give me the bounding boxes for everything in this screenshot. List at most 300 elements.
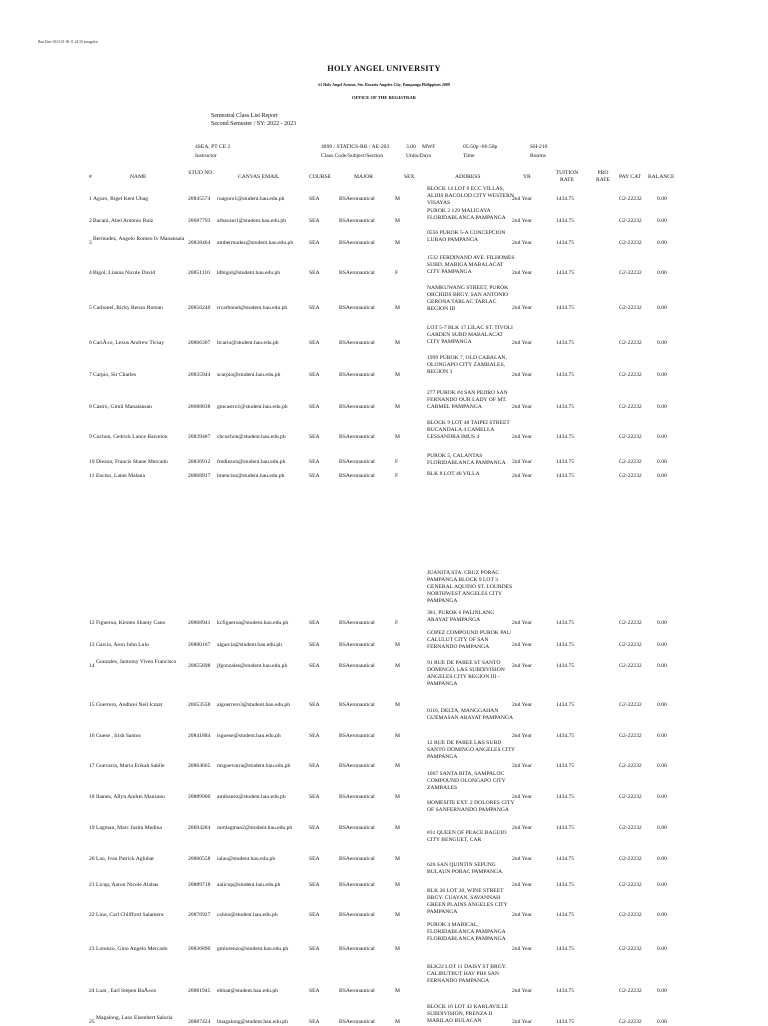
cell-course: SEA <box>309 372 320 378</box>
cell-course: SEA <box>309 825 320 831</box>
cell-name: Garcia, Aron John Lulu <box>96 642 149 648</box>
cell-course: SEA <box>309 856 320 862</box>
cell-course: SEA <box>309 882 320 888</box>
cell-tuition: 1434.75 <box>556 794 575 800</box>
header-email: CANVAS EMAIL <box>238 174 280 180</box>
cell-yr: 2nd Year <box>512 856 532 862</box>
cell-balance: 0.00 <box>657 946 667 952</box>
header-paycat: PAY CAT <box>619 174 641 180</box>
cell-balance: 0.00 <box>657 240 667 246</box>
cell-email: cslino@student.hau.edu.ph <box>217 912 278 918</box>
cell-email: ambermudez@student.hau.edu.ph <box>217 240 294 246</box>
cell-num: 17 <box>89 763 95 769</box>
cell-stud-no: 20845574 <box>188 196 211 202</box>
cell-course: SEA <box>309 763 320 769</box>
cell-address: JUANITA STA. CRUZ PORAC PAMPANGA BLOCK 9 LOT 3 GENERAL AQUINO ST. LOURDES NORTHWEST ANGELES CITY PAMPANGA <box>427 570 513 604</box>
cell-yr: 2nd Year <box>512 988 532 994</box>
cell-email: scarpio@student.hau.edu.ph <box>217 372 281 378</box>
header-pro: PRO RATE <box>596 170 610 183</box>
cell-balance: 0.00 <box>657 196 667 202</box>
cell-balance: 0.00 <box>657 620 667 626</box>
header-address: ADDRESS <box>455 174 481 180</box>
cell-yr: 2nd Year <box>512 733 532 739</box>
cell-sex: M <box>395 825 400 831</box>
cell-major: BSAeronautical <box>339 882 375 888</box>
cell-email: arbacani1@student.hau.edu.ph <box>217 218 286 224</box>
cell-sex: M <box>395 763 400 769</box>
cell-course: SEA <box>309 663 320 669</box>
cell-balance: 0.00 <box>657 702 667 708</box>
cell-address: 626 SAN QUINTIN SEPUNG BULAUN PORAC PAMPANGA <box>427 862 503 875</box>
cell-course: SEA <box>309 946 320 952</box>
cell-stud-no: 20880167 <box>188 642 211 648</box>
cell-name: Lorenzo, Gino Angelo Mercado <box>96 946 168 952</box>
cell-major: BSAeronautical <box>339 620 375 626</box>
cell-name: Figueroa, Kirsten Shanty Cano <box>96 620 166 626</box>
cell-num: 8 <box>89 404 92 410</box>
cell-sex: M <box>395 794 400 800</box>
cell-email: algarcia@student.hau.edu.ph <box>217 642 282 648</box>
cell-major: BSAeronautical <box>339 912 375 918</box>
cell-stud-no: 20653558 <box>188 702 211 708</box>
cell-name: Aguro, Rigel Kent Ubag <box>93 196 148 202</box>
cell-stud-no: 20866307 <box>188 340 211 346</box>
cell-balance: 0.00 <box>657 663 667 669</box>
cell-tuition: 1434.75 <box>556 196 575 202</box>
cell-yr: 2nd Year <box>512 1019 532 1025</box>
cell-yr: 2nd Year <box>512 459 532 465</box>
cell-tuition: 1434.75 <box>556 988 575 994</box>
cell-address: 1067 SANTA RITA, SAMPALOC COMPOUND OLONGAPO CITY ZAMBALES <box>427 771 506 791</box>
cell-balance: 0.00 <box>657 733 667 739</box>
cell-stud-no: 20838464 <box>188 240 211 246</box>
cell-yr: 2nd Year <box>512 305 532 311</box>
header-major: MAJOR <box>354 174 373 180</box>
cell-course: SEA <box>309 620 320 626</box>
cell-email: lmenciso@student.hau.edu.ph <box>217 473 285 479</box>
header-course: COURSE <box>309 174 332 180</box>
cell-course: SEA <box>309 459 320 465</box>
cell-num: 4 <box>89 270 92 276</box>
cell-name: Carpio, Sir Charles <box>93 372 137 378</box>
cell-yr: 2nd Year <box>512 196 532 202</box>
cell-num: 19 <box>89 825 95 831</box>
class-code-label: Class Code/Subject/Section <box>321 153 383 159</box>
cell-paycat: G2-22232 <box>619 1019 642 1025</box>
cell-stud-no: 20868941 <box>188 620 211 626</box>
cell-major: BSAeronautical <box>339 825 375 831</box>
class-code-value: 4899 / STATICS-RB / AE-203 <box>321 144 390 150</box>
cell-email: jfgonzales@student.hau.edu.ph <box>217 663 288 669</box>
cell-name: Magalong, Lanz Eisenbert Saluria <box>96 1015 173 1021</box>
cell-sex: M <box>395 240 400 246</box>
cell-address: 1532 FERDINAND AVE. FILHOMES SUBD. MABIGA MABALACAT CITY PAMPANGA <box>427 255 515 275</box>
cell-paycat: G2-22232 <box>619 825 642 831</box>
cell-course: SEA <box>309 404 320 410</box>
cell-num: 23 <box>89 946 95 952</box>
cell-name: Diezon, Francis Shane Mercado <box>96 459 168 465</box>
header-num: # <box>89 174 92 180</box>
cell-num: 11 <box>89 473 95 479</box>
cell-major: BSAeronautical <box>339 988 375 994</box>
cell-stud-no: 20851110 <box>188 270 210 276</box>
cell-name: Gonzales, Jantomy Viven Francisco <box>96 659 177 665</box>
cell-balance: 0.00 <box>657 1019 667 1025</box>
cell-paycat: G2-22232 <box>619 733 642 739</box>
cell-paycat: G2-22232 <box>619 882 642 888</box>
cell-tuition: 1434.75 <box>556 733 575 739</box>
cell-paycat: G2-22232 <box>619 912 642 918</box>
cell-email: aiguerrero3@student.hau.edu.ph <box>217 702 291 708</box>
cell-num: 16 <box>89 733 95 739</box>
cell-num: 15 <box>89 702 95 708</box>
header-tuition: TUITION RATE <box>555 170 579 183</box>
cell-name: Guese , Irish Santos <box>96 733 141 739</box>
cell-major: BSAeronautical <box>339 218 375 224</box>
cell-address: LOT 5-7 BLK 17,LILAC ST. TIVOLI GARDEN SUBD MABALACAT CITY PAMPANGA <box>427 325 513 345</box>
cell-yr: 2nd Year <box>512 404 532 410</box>
cell-num: 20 <box>89 856 95 862</box>
cell-address: PUROK 5, CALANTAS FLORIDABLANCA PAMPANGA <box>427 453 506 466</box>
cell-address: 381, PUROK 6 PALINLANG ARAYAT PAMPANGA <box>427 610 495 623</box>
cell-paycat: G2-22232 <box>619 642 642 648</box>
report-title: Semestral Class List Report <box>211 113 278 119</box>
cell-num: 10 <box>89 459 95 465</box>
run-date: Run Date 2023-01-06 11:24:56 aaraguilar <box>38 40 99 44</box>
cell-balance: 0.00 <box>657 305 667 311</box>
cell-name: Cuchon, Cedrick Lance Barcelon <box>93 434 168 440</box>
cell-yr: 2nd Year <box>512 702 532 708</box>
cell-name: Ibanez, Allyn Andrei Manzano <box>96 794 165 800</box>
time-value: 05:50p -06:50p <box>463 144 498 150</box>
cell-major: BSAeronautical <box>339 340 375 346</box>
cell-sex: F <box>395 270 399 276</box>
cell-name: CariÃ±o, Lexus Andrew Ticsay <box>93 340 165 346</box>
cell-tuition: 1434.75 <box>556 270 575 276</box>
cell-yr: 2nd Year <box>512 946 532 952</box>
cell-name: Castro, Gimil Manalansan <box>93 404 152 410</box>
cell-email: kcfigueroa@student.hau.edu.ph <box>217 620 289 626</box>
cell-stud-no: 20876927 <box>188 912 211 918</box>
cell-course: SEA <box>309 218 320 224</box>
cell-name: Bermudez, Angelo Romeo Iv Manansala <box>93 236 185 242</box>
cell-num: 24 <box>89 988 95 994</box>
cell-tuition: 1434.75 <box>556 434 575 440</box>
cell-num: 14 <box>89 663 95 669</box>
cell-major: BSAeronautical <box>339 305 375 311</box>
cell-tuition: 1434.75 <box>556 473 575 479</box>
cell-sex: M <box>395 340 400 346</box>
cell-email: rrcarbonel@student.hau.edu.ph <box>217 305 288 311</box>
cell-yr: 2nd Year <box>512 240 532 246</box>
university-address: #1 Holy Angel Avenue, Sto. Rosario Angeles City, Pampanga Philippines 2009 <box>318 82 450 87</box>
cell-yr: 2nd Year <box>512 372 532 378</box>
cell-major: BSAeronautical <box>339 642 375 648</box>
cell-tuition: 1434.75 <box>556 642 575 648</box>
cell-address: PUROK 2 129 MALIGAYA FLORIDABLANCA PAMPANGA <box>427 208 506 221</box>
units-days-label: Units/Days <box>406 153 432 159</box>
cell-paycat: G2-22232 <box>619 340 642 346</box>
cell-paycat: G2-22232 <box>619 763 642 769</box>
cell-tuition: 1434.75 <box>556 218 575 224</box>
cell-paycat: G2-22232 <box>619 305 642 311</box>
cell-course: SEA <box>309 240 320 246</box>
cell-paycat: G2-22232 <box>619 196 642 202</box>
cell-major: BSAeronautical <box>339 946 375 952</box>
cell-num: 1 <box>89 196 92 202</box>
cell-num: 12 <box>89 620 95 626</box>
cell-sex: M <box>395 218 400 224</box>
cell-paycat: G2-22232 <box>619 702 642 708</box>
cell-address: BLK 8 LOT 46 VILLA <box>427 471 480 477</box>
cell-sex: M <box>395 434 400 440</box>
cell-sex: M <box>395 882 400 888</box>
cell-email: fmdiezon@student.hau.edu.ph <box>217 459 286 465</box>
cell-stud-no: 20835944 <box>188 372 211 378</box>
cell-paycat: G2-22232 <box>619 794 642 800</box>
cell-balance: 0.00 <box>657 270 667 276</box>
cell-balance: 0.00 <box>657 473 667 479</box>
cell-course: SEA <box>309 340 320 346</box>
cell-tuition: 1434.75 <box>556 459 575 465</box>
cell-paycat: G2-22232 <box>619 946 642 952</box>
cell-yr: 2nd Year <box>512 794 532 800</box>
cell-name: Carbonel, Ricky Renzo Roman <box>93 305 163 311</box>
cell-balance: 0.00 <box>657 794 667 800</box>
cell-stud-no: 20868917 <box>188 473 211 479</box>
header-sex: SEX <box>404 174 415 180</box>
cell-major: BSAeronautical <box>339 733 375 739</box>
cell-address: PUROK 4 MABICAL, FLORIDABLANCA PAMPANGA FLORIDABLANCA PAMPANGA <box>427 922 506 942</box>
cell-major: BSAeronautical <box>339 240 375 246</box>
cell-address: BLK22 LOT 11 DAISY ST BRGY. CALIBUTBUT HAV PH6 SAN FERNANDO PAMPANGA <box>427 964 507 984</box>
cell-stud-no: 20864665 <box>188 763 211 769</box>
cell-sex: M <box>395 305 400 311</box>
cell-tuition: 1434.75 <box>556 946 575 952</box>
header-balance: BALANCE <box>648 174 675 180</box>
cell-sex: M <box>395 702 400 708</box>
cell-balance: 0.00 <box>657 856 667 862</box>
cell-major: BSAeronautical <box>339 196 375 202</box>
cell-sex: M <box>395 988 400 994</box>
cell-balance: 0.00 <box>657 459 667 465</box>
cell-balance: 0.00 <box>657 404 667 410</box>
cell-paycat: G2-22232 <box>619 988 642 994</box>
cell-major: BSAeronautical <box>339 270 375 276</box>
cell-paycat: G2-22232 <box>619 270 642 276</box>
units-value: 3.00 <box>406 144 416 150</box>
cell-course: SEA <box>309 912 320 918</box>
cell-email: ialao@student.hau.edu.ph <box>217 856 276 862</box>
cell-yr: 2nd Year <box>512 270 532 276</box>
cell-major: BSAeronautical <box>339 404 375 410</box>
cell-email: gmlorenzo@student.hau.edu.ph <box>217 946 289 952</box>
cell-paycat: G2-22232 <box>619 372 642 378</box>
cell-num: 7 <box>89 372 92 378</box>
cell-stud-no: 20688838 <box>188 404 211 410</box>
cell-sex: M <box>395 196 400 202</box>
cell-num: 3 <box>89 240 92 246</box>
cell-address: BLK 26 LOT 20, WINE STREET BRGY. CUAYAN, SAVANNAH GREEN PLAINS ANGELES CITY PAMPANGA <box>427 888 508 915</box>
cell-yr: 2nd Year <box>512 912 532 918</box>
cell-sex: M <box>395 404 400 410</box>
cell-major: BSAeronautical <box>339 663 375 669</box>
cell-num: 6 <box>89 340 92 346</box>
cell-name: Lino, Carl Chlifford Salamera <box>96 912 164 918</box>
cell-course: SEA <box>309 434 320 440</box>
cell-sex: M <box>395 372 400 378</box>
header-name: NAME <box>130 174 147 180</box>
cell-course: SEA <box>309 988 320 994</box>
cell-address: #31 QUEEN OF PEACE BAGUIO CITY BENGUET, CAR <box>427 830 507 843</box>
cell-tuition: 1434.75 <box>556 825 575 831</box>
cell-stud-no: 20881945 <box>188 988 211 994</box>
semester: Second Semester / SY: 2022 - 2023 <box>211 121 297 127</box>
cell-balance: 0.00 <box>657 340 667 346</box>
cell-tuition: 1434.75 <box>556 340 575 346</box>
time-label: Time <box>463 153 475 159</box>
cell-balance: 0.00 <box>657 218 667 224</box>
cell-major: BSAeronautical <box>339 473 375 479</box>
cell-stud-no: 20856240 <box>188 305 211 311</box>
cell-sex: F <box>395 459 399 465</box>
cell-paycat: G2-22232 <box>619 218 642 224</box>
cell-name: Bacani, Abel Antonio Ruiz <box>93 218 154 224</box>
cell-stud-no: 20839487 <box>188 434 211 440</box>
cell-tuition: 1434.75 <box>556 305 575 311</box>
cell-stud-no: 20887424 <box>188 1019 211 1025</box>
cell-yr: 2nd Year <box>512 473 532 479</box>
cell-course: SEA <box>309 733 320 739</box>
cell-name: Bigol, Lianna Nicole David <box>93 270 156 276</box>
cell-balance: 0.00 <box>657 434 667 440</box>
room-label: Rooms <box>530 153 546 159</box>
cell-course: SEA <box>309 196 320 202</box>
cell-sex: M <box>395 663 400 669</box>
cell-address: NAMKUWANG STREET, PUROK ORCHIDS BRGY. SAN ANTONIO GERONA TARLAC TARLAC REGION III <box>427 285 509 312</box>
cell-balance: 0.00 <box>657 882 667 888</box>
cell-tuition: 1434.75 <box>556 856 575 862</box>
cell-email: gmcastro1@student.hau.edu.ph <box>217 404 288 410</box>
cell-email: ruaguro1@student.hau.edu.ph <box>217 196 285 202</box>
cell-course: SEA <box>309 702 320 708</box>
cell-major: BSAeronautical <box>339 372 375 378</box>
cell-yr: 2nd Year <box>512 663 532 669</box>
cell-email: ldbigol@student.hau.edu.ph <box>217 270 281 276</box>
cell-tuition: 1434.75 <box>556 240 575 246</box>
cell-balance: 0.00 <box>657 912 667 918</box>
cell-balance: 0.00 <box>657 642 667 648</box>
cell-course: SEA <box>309 642 320 648</box>
cell-address: BLOCK 16 LOT 42 KARLAVILLE SUBDIVISION, PRENZA II MARILAO BULACAN <box>427 1004 509 1024</box>
cell-course: SEA <box>309 270 320 276</box>
cell-major: BSAeronautical <box>339 763 375 769</box>
cell-name: Licup, Aaron Nicole Alabas <box>96 882 159 888</box>
cell-stud-no: 20889900 <box>188 794 211 800</box>
cell-balance: 0.00 <box>657 988 667 994</box>
cell-stud-no: 20841884 <box>188 733 211 739</box>
cell-balance: 0.00 <box>657 763 667 769</box>
cell-stud-no: 20889718 <box>188 882 211 888</box>
cell-email: aalicup@student.hau.edu.ph <box>217 882 281 888</box>
cell-num: 18 <box>89 794 95 800</box>
cell-name: Luat , Earl Stepen BaÃ±ez <box>96 988 157 994</box>
cell-major: BSAeronautical <box>339 856 375 862</box>
cell-paycat: G2-22232 <box>619 404 642 410</box>
cell-name: Enciso, Lanie Malana <box>96 473 145 479</box>
cell-stud-no: 20860558 <box>188 856 211 862</box>
cell-course: SEA <box>309 1019 320 1025</box>
university-name: HOLY ANGEL UNIVERSITY <box>327 64 441 73</box>
cell-yr: 2nd Year <box>512 218 532 224</box>
cell-sex: F <box>395 473 399 479</box>
instructor-value: 4SEA, PT CE 2 <box>195 144 231 150</box>
cell-balance: 0.80 <box>657 825 667 831</box>
cell-num: 9 <box>89 434 92 440</box>
cell-email: isguese@student.hau.edu.ph <box>217 733 281 739</box>
cell-paycat: G2-22232 <box>619 240 642 246</box>
cell-stud-no: 20855698 <box>188 663 211 669</box>
cell-sex: F <box>395 620 399 626</box>
cell-yr: 2nd Year <box>512 434 532 440</box>
cell-address: 1999 PUROK 7, OLD CABALAN, OLONGAPO CITY ZAMBALES, REGION 3 <box>427 355 507 375</box>
cell-tuition: 1434.75 <box>556 620 575 626</box>
cell-yr: 2nd Year <box>512 825 532 831</box>
cell-sex: M <box>395 733 400 739</box>
cell-major: BSAeronautical <box>339 794 375 800</box>
cell-address: BLOCK 9 LOT 48 TAIPEI STREET BUCANDALA 4 CAMELLA LESSANDRA IMUS 4 <box>427 420 510 440</box>
cell-major: BSAeronautical <box>339 434 375 440</box>
cell-address: HOMESITE EXT. 2 DOLORES CITY OF SANFERNANDO PAMPANGA <box>427 800 515 813</box>
cell-email: cbcuchon@student.hau.edu.ph <box>217 434 286 440</box>
cell-course: SEA <box>309 305 320 311</box>
cell-tuition: 1434.75 <box>556 404 575 410</box>
cell-address: BLOCK 14 LOT 6 ECC VILLAS, ALIJIS BACOLOD CITY WESTERN VISAYAS <box>427 186 514 206</box>
cell-stud-no: 20836912 <box>188 459 211 465</box>
cell-name: Lao, Ivan Patrick Aglubat <box>96 856 154 862</box>
cell-major: BSAeronautical <box>339 1019 375 1025</box>
cell-yr: 2nd Year <box>512 763 532 769</box>
cell-paycat: G2-22232 <box>619 459 642 465</box>
cell-address: 0116, DELTA, MANGGAHAN GUEMASAN ARAYAT PAMPANGA <box>427 708 514 721</box>
days-value: MWF <box>422 144 436 150</box>
cell-paycat: G2-22232 <box>619 663 642 669</box>
cell-tuition: 1434.75 <box>556 882 575 888</box>
cell-num: 13 <box>89 642 95 648</box>
cell-num: 5 <box>89 305 92 311</box>
cell-num: 21 <box>89 882 95 888</box>
cell-tuition: 1434.75 <box>556 1019 575 1025</box>
cell-num: 2 <box>89 218 92 224</box>
cell-paycat: G2-22232 <box>619 620 642 626</box>
cell-tuition: 1434.75 <box>556 763 575 769</box>
cell-name: Lagman, Marc Justin Medina <box>96 825 162 831</box>
cell-email: ltcario@student.hau.edu.ph <box>217 340 279 346</box>
cell-stud-no: 20687793 <box>188 218 211 224</box>
cell-balance: 0.00 <box>657 372 667 378</box>
cell-address: 277 PUROK #4 SAN PEDRO SAN FERNANDO OUR LADY OF MT. CARMEL PAMPANGA <box>427 390 508 410</box>
cell-yr: 2nd Year <box>512 882 532 888</box>
cell-sex: M <box>395 912 400 918</box>
header-stud-no: STUD NO. <box>188 170 214 176</box>
cell-email: msguevarra@student.hau.edu.ph <box>217 763 291 769</box>
cell-num: 25 <box>89 1019 95 1025</box>
instructor-label: Instructor <box>195 153 217 159</box>
cell-address: 91 RUE DE PAREE ST SANTO DOMINGO, L&S SUBDIVISION ANGELES CITY REGION III - PAMPANGA <box>427 660 505 687</box>
cell-address: 0556 PUROK 5-A CONCEPCION LUBAO PAMPANGA <box>427 230 506 243</box>
cell-address: GOPEZ COMPOUND PUROK PAU CALULUT CITY OF SAN FERNANDO PAMPANGA <box>427 630 511 650</box>
cell-sex: M <box>395 1019 400 1025</box>
